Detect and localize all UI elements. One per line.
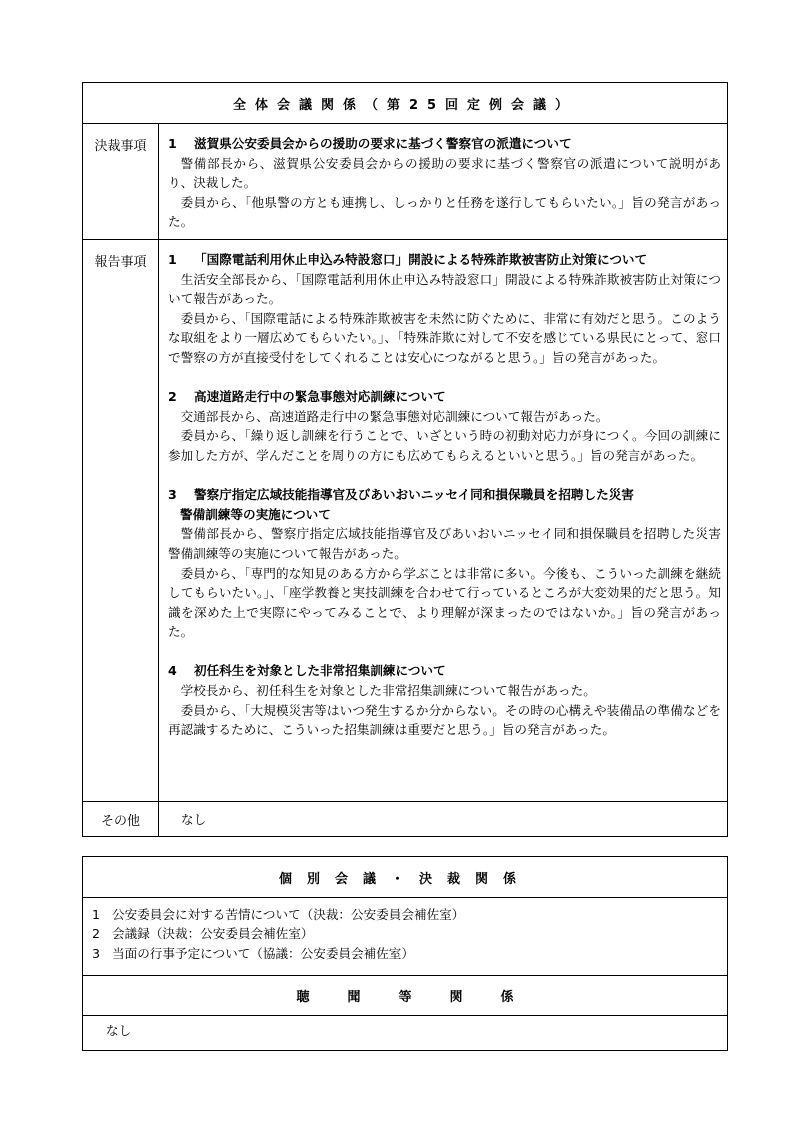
item-paragraph: 警備部長から、滋賀県公安委員会からの援助の要求に基づく警察官の派遣について説明があり、決裁した。 [168, 155, 721, 191]
decision-item [168, 134, 721, 232]
item-paragraph: 委員から、「国際電話による特殊詐欺被害を未然に防ぐために、非常に有効だと思う。このような取組をより一層広めてもらいたい。」、「特殊詐欺に対して不安を感じている県民にとって、窓口で警察の方が直接受付をしてくれることは安心につながると思う。」旨の発言があった。 [168, 310, 721, 365]
list-item: 1 公安委員会に対する苦情について（決裁：公安委員会補佐室） [92, 907, 465, 922]
row-divider [83, 801, 727, 802]
report-item [168, 250, 721, 368]
row-divider [83, 239, 727, 240]
row-divider [83, 1015, 727, 1016]
individual-table [82, 856, 728, 1051]
column-divider [158, 123, 159, 836]
item-paragraph: 委員から、「専門的な知見のある方から学ぶことは非常に多い。今後も、こういった訓練を継続してもらいたい。」、「座学教養と実技訓練を合わせて行っているところが大変効果的だと思う。知識を深めた上で実際にやってみることで、より理解が深まったのではないか。」旨の発言があった。 [168, 565, 721, 640]
item-title: 1 「国際電話利用休止申込み特設窓口」開設による特殊詐欺被害防止対策について [168, 252, 648, 267]
item-paragraph: 委員から、「他県警の方とも連携し、しっかりと任務を遂行してもらいたい。」旨の発言があった。 [168, 194, 721, 230]
item-paragraph: 学校長から、初任科生を対象とした非常招集訓練について報告があった。 [180, 683, 596, 699]
other-label: その他 [100, 814, 140, 829]
decision-label: 決裁事項 [94, 139, 147, 154]
individual-header: 個別会議・決裁関係 [278, 871, 531, 887]
individual-list [92, 905, 464, 963]
item-title: 3 警察庁指定広域技能指導官及びあいおいニッセイ同和損保職員を招聘した災害 警備訓練等の実施について [168, 487, 634, 522]
plenary-table [82, 82, 728, 837]
row-divider [83, 897, 727, 898]
report-content [168, 250, 721, 740]
list-item: 2 会議録（決裁：公安委員会補佐室） [92, 926, 314, 942]
decision-content [168, 134, 721, 232]
item-paragraph: 委員から、「繰り返し訓練を行うことで、いざという時の初動対応力が身につく。今回の訓練に参加した方が、学んだことを周りの方にも広めてもらえるといいと思う。」旨の発言があった。 [168, 428, 721, 463]
hearing-header: 聴聞等関係 [296, 989, 552, 1005]
hearing-content: なし [106, 1023, 132, 1038]
report-label: 報告事項 [94, 255, 147, 270]
item-title: 4 初任科生を対象とした非常招集訓練について [168, 663, 446, 679]
report-item [168, 485, 721, 642]
item-paragraph: 生活安全部長から、「国際電話利用休止申込み特設窓口」開設による特殊詐欺被害防止対策について報告があった。 [168, 271, 721, 307]
item-title: 1 滋賀県公安委員会からの援助の要求に基づく警察官の派遣について [168, 136, 572, 151]
item-title: 2 高速道路走行中の緊急事態対応訓練について [168, 389, 446, 405]
plenary-header: 全体会議関係（第25回定例会議） [83, 83, 727, 124]
item-paragraph: 警備部長から、警察庁指定広域技能指導官及びあいおいニッセイ同和損保職員を招聘した災害警備訓練等の実施について報告があった。 [168, 526, 721, 561]
report-item [168, 387, 721, 465]
item-paragraph: 委員から、「大規模災害等はいつ発生するか分からない。その時の心構えや装備品の準備などを再認識するために、こういった招集訓練は重要だと思う。」旨の発言があった。 [168, 702, 721, 738]
list-item: 3 当面の行事予定について（協議：公安委員会補佐室） [92, 945, 414, 961]
item-paragraph: 交通部長から、高速道路走行中の緊急事態対応訓練について報告があった。 [180, 408, 609, 424]
other-content: なし [181, 812, 207, 827]
report-item [168, 661, 721, 739]
